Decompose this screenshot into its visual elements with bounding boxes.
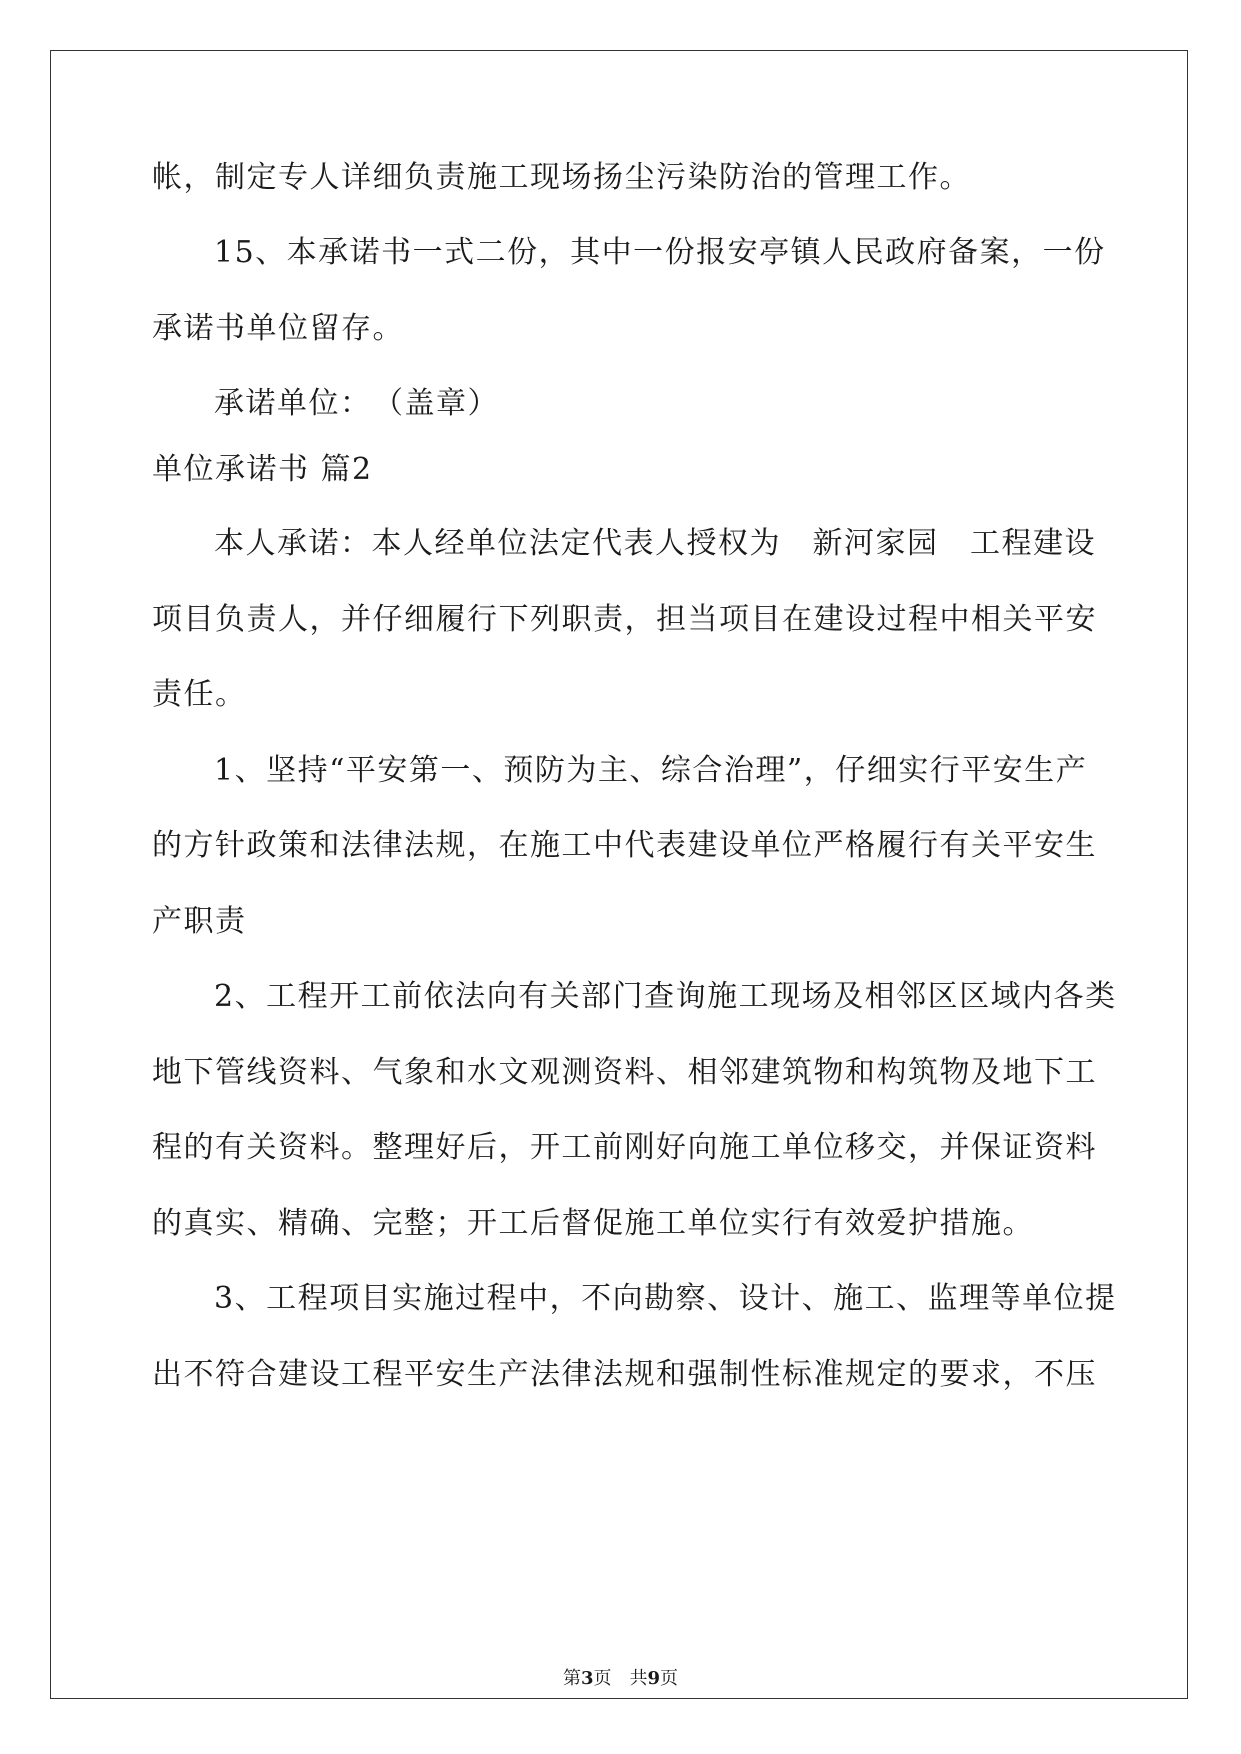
text-line: 1、坚持“平安第一、预防为主、综合治理”，仔细实行平安生产 [214,753,1088,788]
page-footer [0,1668,1241,1690]
text-line: 程的有关资料。整理好后，开工前刚好向施工单位移交，并保证资料 [152,1130,1097,1165]
text-line: 2、工程开工前依法向有关部门查询施工现场及相邻区区域内各类 [214,979,1117,1014]
section-heading: 单位承诺书 篇2 [152,452,373,487]
footer-suffix: 页 [660,1668,679,1689]
footer-middle: 页 共 [593,1668,648,1689]
text-line: 产职责 [152,904,247,939]
text-line: 项目负责人，并仔细履行下列职责，担当项目在建设过程中相关平安 [152,602,1097,637]
total-page-number: 9 [647,1668,661,1689]
text-line: 的真实、精确、完整；开工后督促施工单位实行有效爱护措施。 [152,1206,1034,1241]
text-line: 承诺书单位留存。 [152,311,404,346]
text-line: 帐，制定专人详细负责施工现场扬尘污染防治的管理工作。 [152,160,971,195]
text-line: 本人承诺：本人经单位法定代表人授权为 新河家园 工程建设 [214,526,1096,561]
text-line: 地下管线资料、气象和水文观测资料、相邻建筑物和构筑物及地下工 [152,1055,1097,1090]
text-line: 的方针政策和法律法规，在施工中代表建设单位严格履行有关平安生 [152,828,1097,863]
text-line: 3、工程项目实施过程中，不向勘察、设计、施工、监理等单位提 [214,1281,1117,1316]
text-line: 出不符合建设工程平安生产法律法规和强制性标准规定的要求，不压 [152,1357,1097,1392]
text-line: 承诺单位： （盖章） [214,386,499,421]
page-frame [50,50,1188,1699]
text-line: 15、本承诺书一式二份，其中一份报安亭镇人民政府备案，一份 [214,235,1106,270]
text-line: 责任。 [152,677,247,712]
current-page-number: 3 [580,1668,594,1689]
footer-prefix: 第 [562,1668,581,1689]
